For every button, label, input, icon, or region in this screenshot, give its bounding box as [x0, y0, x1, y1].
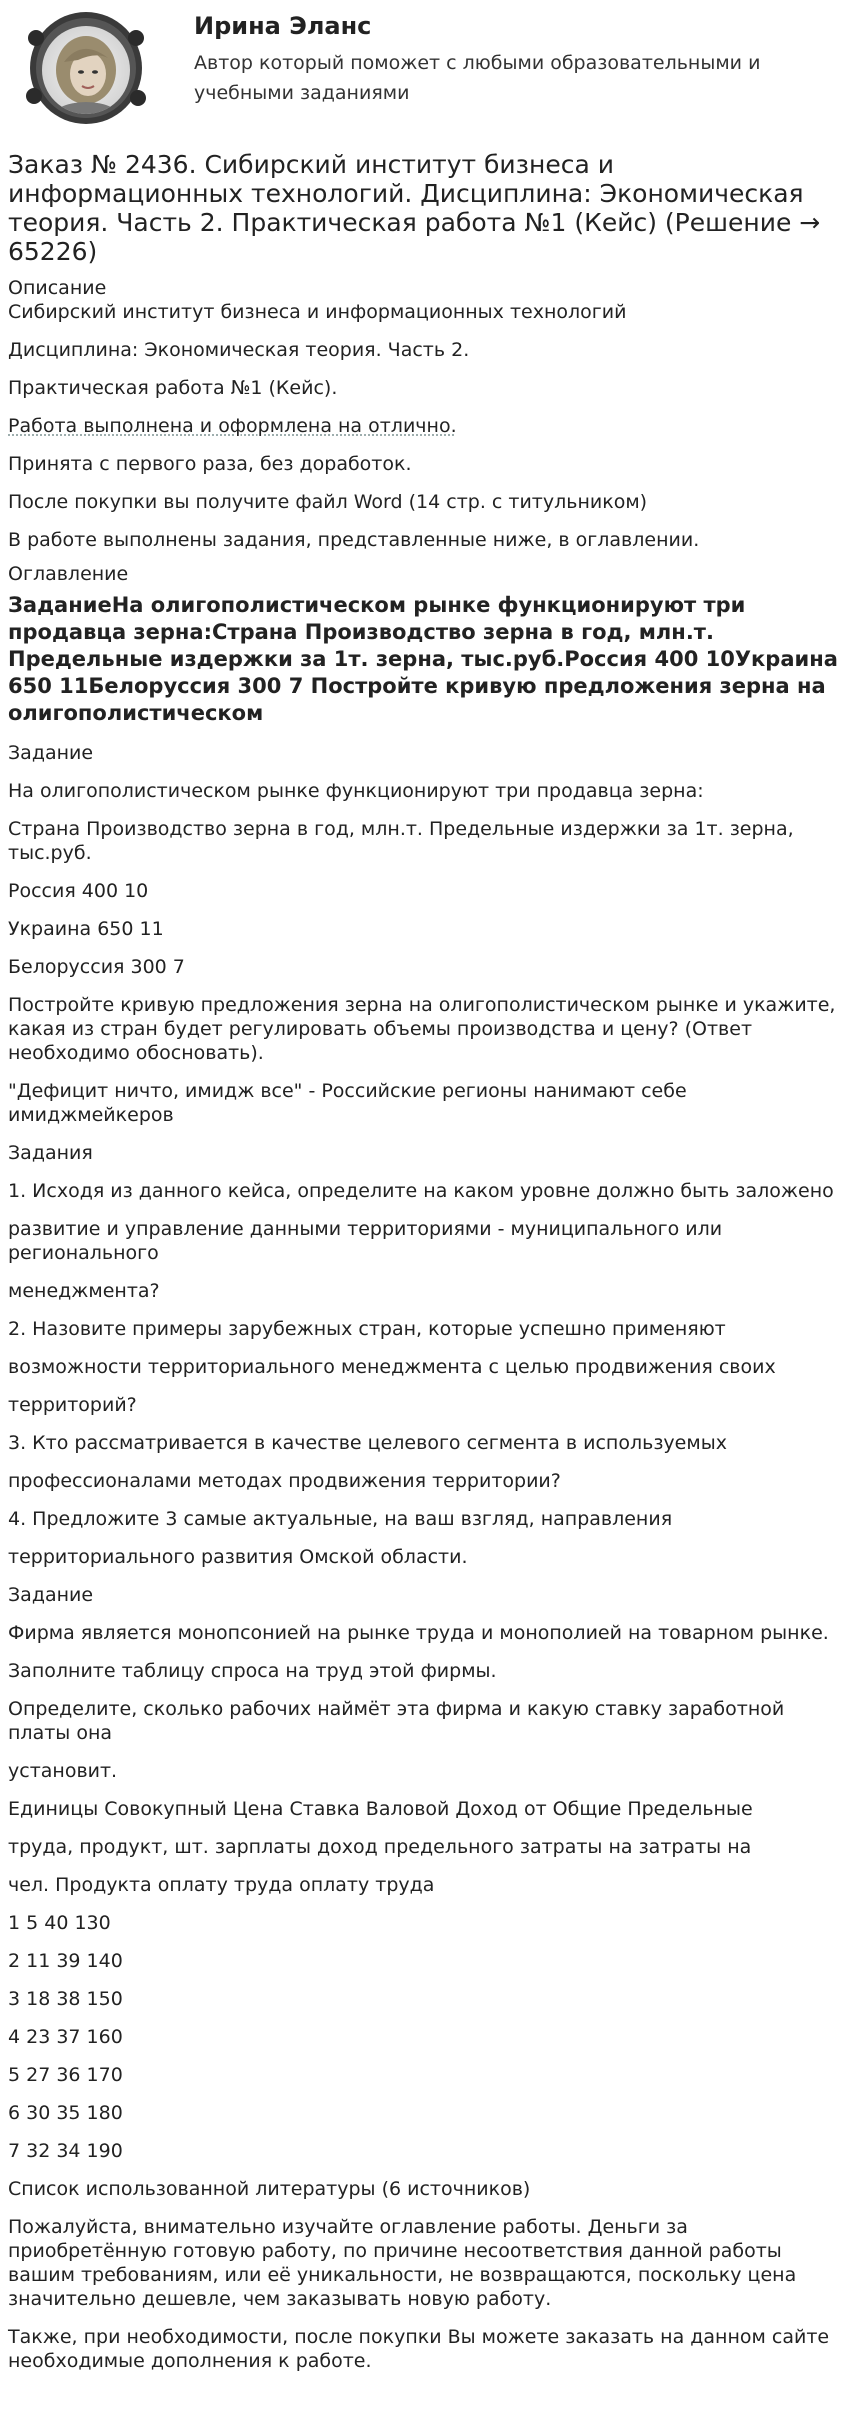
content-body: [8, 741, 839, 2373]
description-paragraph: Сибирский институт бизнеса и информационных технологий: [8, 301, 627, 323]
author-name[interactable]: Ирина Эланс: [194, 12, 372, 40]
content-line: Фирма является монопсонией на рынке труда и монополией на товарном рынке.: [8, 1622, 829, 1644]
content-line: установит.: [8, 1760, 118, 1782]
content-line: Задание: [8, 742, 94, 764]
description-paragraph: Работа выполнена и оформлена на отлично.: [8, 415, 457, 437]
table-row: 4 23 37 160: [8, 2026, 123, 2048]
content-line: Единицы Совокупный Цена Ставка Валовой Доход от Общие Предельные: [8, 1798, 753, 1820]
content-line: "Дефицит ничто, имидж все" - Российские регионы нанимают себе имиджмейкеров: [8, 1080, 687, 1126]
disclaimer-paragraph: Также, при необходимости, после покупки Вы можете заказать на данном сайте необходимые дополнения к работе.: [8, 2326, 830, 2372]
description-paragraph: В работе выполнены задания, представленные ниже, в оглавлении.: [8, 529, 700, 551]
author-card: [8, 0, 839, 140]
description-paragraph: Дисциплина: Экономическая теория. Часть 2.: [8, 339, 470, 361]
table-row: 6 30 35 180: [8, 2102, 123, 2124]
content-line: профессионалами методах продвижения территории?: [8, 1470, 561, 1492]
description-label: Описание: [8, 277, 107, 299]
content-line: менеджмента?: [8, 1280, 160, 1302]
content-line: Задания: [8, 1142, 93, 1164]
content-line: 2. Назовите примеры зарубежных стран, которые успешно применяют: [8, 1318, 726, 1340]
content-line: труда, продукт, шт. зарплаты доход предельного затраты на затраты на: [8, 1836, 752, 1858]
content-line: возможности территориального менеджмента с целью продвижения своих: [8, 1356, 776, 1378]
content-line: территориального развития Омской области.: [8, 1546, 468, 1568]
description-paragraph: Принята с первого раза, без доработок.: [8, 453, 412, 475]
content-line: На олигополистическом рынке функционируют три продавца зерна:: [8, 780, 704, 802]
content-line: 1. Исходя из данного кейса, определите на каком уровне должно быть заложено: [8, 1180, 834, 1202]
author-description: Автор который поможет с любыми образовательными и учебными заданиями: [194, 52, 761, 104]
table-row: 1 5 40 130: [8, 1912, 111, 1934]
content-line: 3. Кто рассматривается в качестве целевого сегмента в используемых: [8, 1432, 727, 1454]
content-line: Задание: [8, 1584, 94, 1606]
content-line: Заполните таблицу спроса на труд этой фирмы.: [8, 1660, 497, 1682]
description-paragraph: После покупки вы получите файл Word (14 стр. с титульником): [8, 491, 648, 513]
description-paragraph: Практическая работа №1 (Кейс).: [8, 377, 338, 399]
content-line: территорий?: [8, 1394, 137, 1416]
page-title: Заказ № 2436. Сибирский институт бизнеса и информационных технологий. Дисциплина: Экономическая теория. Часть 2. Практическая работа №1 (Кейс) (Решение → 65226): [8, 150, 821, 266]
content-line: Список использованной литературы (6 источников): [8, 2178, 531, 2200]
toc-label: Оглавление: [8, 563, 129, 585]
table-row: 2 11 39 140: [8, 1950, 123, 1972]
toc-heading: ЗаданиеНа олигополистическом рынке функционируют три продавца зерна:Страна Производство зерна в год, млн.т. Предельные издержки за 1т. зерна, тыс.руб.Россия 400 10Украина 650 11Белоруссия 300 7 Постройте кривую предложения зерна на олигополистическом: [8, 593, 838, 725]
content-line: Определите, сколько рабочих наймёт эта фирма и какую ставку заработной платы она: [8, 1698, 785, 1744]
content-line: Постройте кривую предложения зерна на олигополистическом рынке и укажите, какая из стран будет регулировать объемы производства и цену? (Ответ необходимо обосновать).: [8, 994, 836, 1064]
content-line: 4. Предложите 3 самые актуальные, на ваш взгляд, направления: [8, 1508, 673, 1530]
author-avatar[interactable]: [16, 8, 156, 128]
disclaimer-paragraph: Пожалуйста, внимательно изучайте оглавление работы. Деньги за приобретённую готовую работу, по причине несоответствия данной работы вашим требованиям, или её уникальности, не возвращаются, поскольку цена значительно дешевле, чем заказывать новую работу.: [8, 2216, 797, 2310]
content-line: Украина 650 11: [8, 918, 164, 940]
content-line: Страна Производство зерна в год, млн.т. Предельные издержки за 1т. зерна, тыс.руб.: [8, 818, 794, 864]
table-row: 7 32 34 190: [8, 2140, 123, 2162]
content-line: чел. Продукта оплату труда оплату труда: [8, 1874, 435, 1896]
table-row: 5 27 36 170: [8, 2064, 123, 2086]
content-line: Россия 400 10: [8, 880, 149, 902]
table-row: 3 18 38 150: [8, 1988, 123, 2010]
content-line: развитие и управление данными территориями - муниципального или регионального: [8, 1218, 723, 1264]
content-line: Белоруссия 300 7: [8, 956, 185, 978]
